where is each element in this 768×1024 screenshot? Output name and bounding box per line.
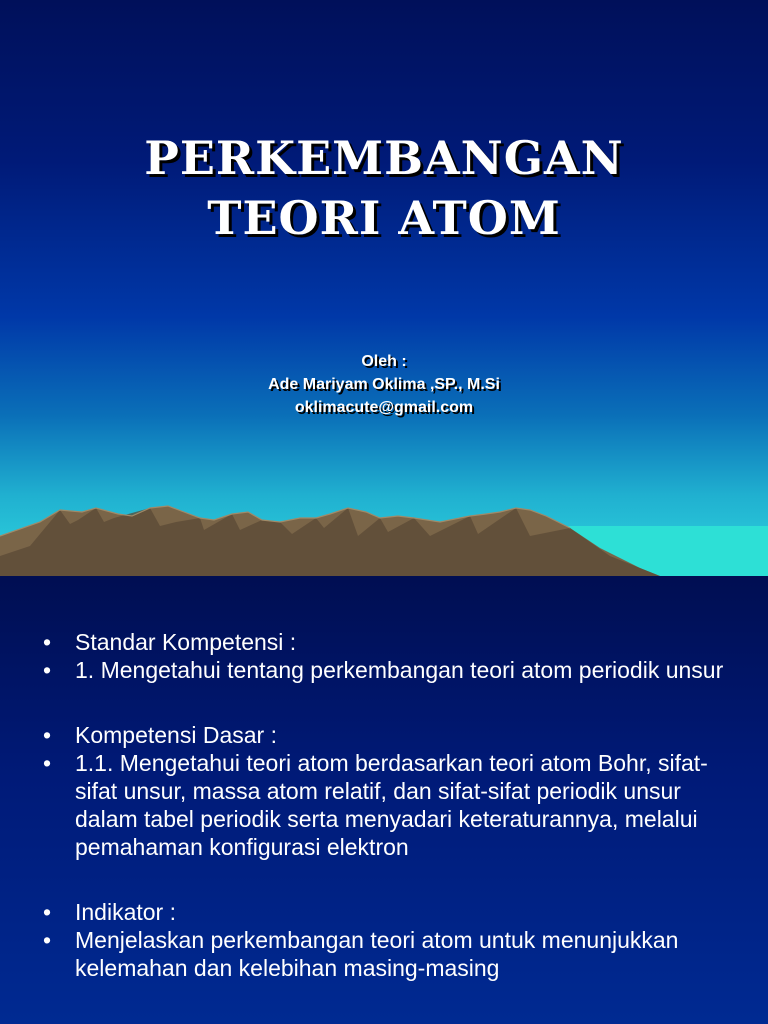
- list-item: • Kompetensi Dasar :: [0, 721, 768, 749]
- bullet-list: [0, 628, 768, 982]
- list-item: • 1. Mengetahui tentang perkembangan teori atom periodik unsur: [0, 656, 768, 684]
- list-item: • Indikator :: [0, 898, 768, 926]
- content-slide: [0, 576, 768, 1024]
- title-line-2: TEORI ATOM: [207, 191, 561, 245]
- author-name: Ade Mariyam Oklima ,SP., M.Si: [268, 376, 500, 393]
- author-block: [0, 350, 768, 419]
- list-item: • 1.1. Mengetahui teori atom berdasarkan teori atom Bohr, sifat-sifat unsur, massa atom relatif, dan sifat-sifat periodik unsur dalam tabel periodik serta menyadari keteraturannya, melalui pemahaman konfigurasi elektron: [0, 749, 768, 861]
- author-email: oklimacute@gmail.com: [294, 399, 474, 416]
- author-label: Oleh :: [361, 353, 407, 370]
- list-item: • Standar Kompetensi :: [0, 628, 768, 656]
- slide-title: [0, 128, 768, 248]
- title-line-1: PERKEMBANGAN: [144, 131, 624, 185]
- mountain-range-illustration: [0, 496, 768, 576]
- list-item: • Menjelaskan perkembangan teori atom untuk menunjukkan kelemahan dan kelebihan masing-masing: [0, 926, 768, 982]
